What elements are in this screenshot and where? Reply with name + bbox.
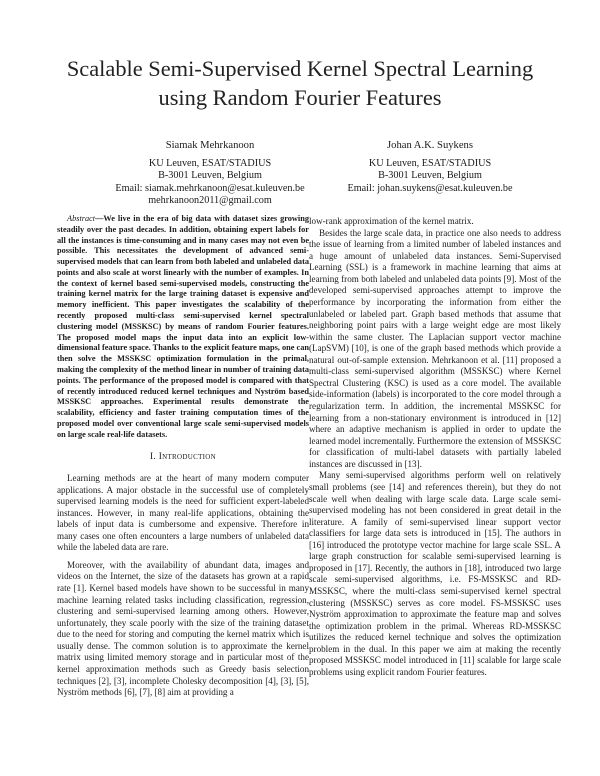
paper-title bbox=[30, 54, 570, 112]
intro-paragraph-3: Besides the large scale data, in practice one also needs to address the issue of learning from a limited number of labeled instances and a huge amount of unlabeled data instances. Semi-Supervised Learning (SSL) is a framework in machine learning that aims at learning from both labeled and unlabeled data points [9]. Most of the developed semi-supervised approaches attempt to improve the performance by incorporating the information from either the unlabeled or labeled part. Graph based methods that assume that neighboring point pairs with a large weight edge are most likely within the same cluster. The Laplacian support vector machine (LapSVM) [10], is one of the graph based methods which provide a natural out-of-sample extension. Mehrkanoon et al. [11] proposed a multi-class semi-supervised algorithm (MSSKSC) where Kernel Spectral Clustering (KSC) is used as a core model. The available side-information (labels) is incorporated to the core model through a regularization term. In addition, the incremental MSSKSC for learning from a non-stationary environment is introduced in [12] where an adaptive mechanism is applied in order to update the learned model incrementally. Furthermore the extension of MSSKSC for classification of multi-label datasets with partially labeled instances are discussed in [13]. bbox=[309, 227, 561, 469]
author-email-alt: mehrkanoon2011@gmail.com bbox=[148, 195, 272, 207]
left-column bbox=[57, 214, 309, 699]
title-line-1: Scalable Semi-Supervised Kernel Spectral Learning bbox=[66, 56, 534, 81]
author-name: Johan A.K. Suykens bbox=[387, 140, 473, 151]
title-line-2: using Random Fourier Features bbox=[158, 85, 442, 110]
author-block-1 bbox=[90, 140, 330, 208]
intro-paragraph-1: Learning methods are at the heart of many modern computer applications. A major obstacle in the successful use of completely supervised learning models is the need for sufficient expert-labeled instances. However, in many real-life applications, obtaining the labels of input data is cumbersome and expensive. Therefore in many cases one often encounters a large numbers of unlabeled data while the labeled data are rare. bbox=[57, 472, 309, 553]
abstract-body: —We live in the era of big data with dataset sizes growing steadily over the past decades. In addition, obtaining expert labels for all the instances is time-consuming and in many cases may not even be possible. This necessitates the development of advanced semi-supervised models that can learn from both labeled and unlabeled data points and also scale at worst linearly with the number of examples. In the context of kernel based semi-supervised models, constructing the training kernel matrix for the large training dataset is expensive and memory inefficient. This paper investigates the scalability of the recently proposed multi-class semi-supervised kernel spectral clustering model (MSSKSC) by means of random Fourier features. The proposed model maps the input data into an explicit low-dimensional feature space. Thanks to the explicit feature maps, one can then solve the MSSKSC optimization formulation in the primal, making the complexity of the method linear in number of training data points. The performance of the proposed model is compared with that of recently introduced reduced kernel techniques and Nyström based MSSKSC approaches. Experimental results demonstrate the scalability, efficiency and faster training computation times of the proposed model over conventional large scale semi-supervised models on large scale real-life datasets. bbox=[57, 214, 309, 439]
author-email: Email: siamak.mehrkanoon@esat.kuleuven.be bbox=[115, 182, 305, 194]
author-name: Siamak Mehrkanoon bbox=[165, 140, 255, 151]
abstract bbox=[57, 214, 309, 440]
section-heading-introduction: I. Introduction bbox=[150, 452, 216, 463]
intro-paragraph-4: Many semi-supervised algorithms perform well on relatively small problems (see [14] and references therein), but they do not scale well when dealing with large scale data. Large scale semi-supervised modeling has not been considered in great detail in the literature. A family of semi-supervised linear support vector classifiers for large data sets is introduced in [15]. The authors in [16] introduced the prototype vector machine for large scale SSL. A large graph construction for scalable semi-supervised learning is proposed in [17]. Recently, the authors in [18], introduced two large scale semi-supervised algorithms, i.e. FS-MSSKSC and RD-MSSKSC, where the multi-class semi-supervised kernel spectral clustering (MSSKSC) serves as core model. FS-MSSKSC uses Nyström approximation to approximate the feature map and solves the optimization problem in the primal. Whereas RD-MSSKSC utilizes the reduced kernel technique and solves the optimization problem in the dual. In this paper we aim at making the recently proposed MSSKSC model introduced in [11] scalable for large scale problems using explicit random Fourier features. bbox=[309, 470, 561, 677]
right-column bbox=[309, 216, 561, 679]
intro-paragraph-2: Moreover, with the availability of abundant data, images and videos on the Internet, the size of the datasets has grown at a rapid rate [1]. Kernel based models have shown to be successful in many machine learning related tasks including classification, regression, clustering and semi-supervised learning among others. However, unfortunately, they scale poorly with the size of the training dataset due to the need for storing and computing the kernel matrix which is usually dense. The common solution is to approximate the kernel matrix using limited memory storage and in particular most of the kernel approximation methods such as Greedy basis selection techniques [2], [3], incomplete Cholesky decomposition [4], [3], [5], Nyström methods [6], [7], [8] aim at providing a bbox=[57, 559, 309, 698]
author-address: B-3001 Leuven, Belgium bbox=[158, 170, 262, 182]
author-affiliation: KU Leuven, ESAT/STADIUS bbox=[148, 157, 272, 169]
author-address: B-3001 Leuven, Belgium bbox=[378, 170, 482, 182]
author-affiliation: KU Leuven, ESAT/STADIUS bbox=[368, 157, 492, 169]
author-block-2 bbox=[310, 140, 550, 195]
intro-paragraph-continued: low-rank approximation of the kernel matrix. bbox=[309, 216, 474, 226]
abstract-lead: Abstract bbox=[67, 214, 96, 223]
author-email: Email: johan.suykens@esat.kuleuven.be bbox=[347, 182, 513, 194]
